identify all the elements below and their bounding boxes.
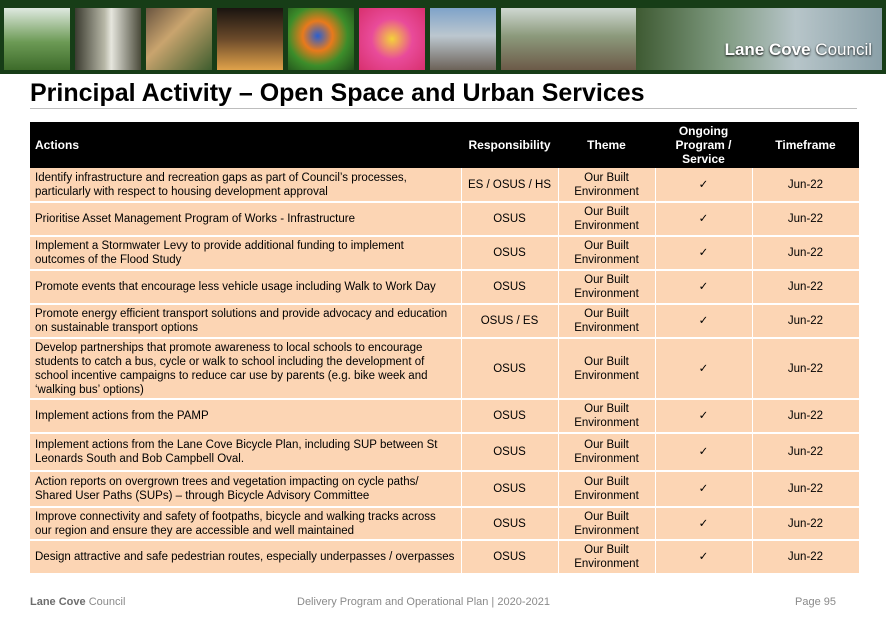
responsibility-cell: OSUS <box>461 540 558 574</box>
table-row <box>30 202 859 236</box>
action-cell: Identify infrastructure and recreation gaps as part of Council’s processes, particularly with respect to housing development approval <box>30 168 461 202</box>
table-header-row <box>30 122 859 168</box>
table-row <box>30 168 859 202</box>
theme-cell: Our Built Environment <box>558 540 655 574</box>
council-logo: Lane Cove Council <box>724 40 872 59</box>
theme-cell: Our Built Environment <box>558 236 655 270</box>
timeframe-cell: Jun-22 <box>752 471 859 507</box>
footer-page-number: Page 95 <box>795 596 836 608</box>
photo-performer-icon <box>359 8 425 70</box>
action-cell: Prioritise Asset Management Program of Works - Infrastructure <box>30 202 461 236</box>
action-cell: Implement actions from the Lane Cove Bicycle Plan, including SUP between St Leonards South and Bob Campbell Oval. <box>30 433 461 471</box>
responsibility-cell: OSUS / ES <box>461 304 558 338</box>
photo-building-icon <box>430 8 496 70</box>
responsibility-cell: ES / OSUS / HS <box>461 168 558 202</box>
timeframe-cell: Jun-22 <box>752 270 859 304</box>
ongoing-check-icon: ✓ <box>655 433 752 471</box>
photo-dancers-icon <box>146 8 212 70</box>
ongoing-check-icon: ✓ <box>655 338 752 399</box>
ongoing-check-icon: ✓ <box>655 399 752 433</box>
theme-cell: Our Built Environment <box>558 168 655 202</box>
ongoing-check-icon: ✓ <box>655 540 752 574</box>
action-cell: Promote energy efficient transport solutions and provide advocacy and education on sustainable transport options <box>30 304 461 338</box>
timeframe-cell: Jun-22 <box>752 304 859 338</box>
table-row <box>30 540 859 574</box>
table-row <box>30 270 859 304</box>
ongoing-check-icon: ✓ <box>655 471 752 507</box>
responsibility-cell: OSUS <box>461 338 558 399</box>
theme-cell: Our Built Environment <box>558 507 655 540</box>
theme-cell: Our Built Environment <box>558 471 655 507</box>
action-cell: Implement a Stormwater Levy to provide additional funding to implement outcomes of the Flood Study <box>30 236 461 270</box>
table-row <box>30 471 859 507</box>
responsibility-cell: OSUS <box>461 471 558 507</box>
responsibility-cell: OSUS <box>461 270 558 304</box>
ongoing-check-icon: ✓ <box>655 168 752 202</box>
header-actions: Actions <box>30 122 461 168</box>
table-row <box>30 236 859 270</box>
timeframe-cell: Jun-22 <box>752 399 859 433</box>
timeframe-cell: Jun-22 <box>752 168 859 202</box>
table-row <box>30 433 859 471</box>
header-banner <box>0 0 886 74</box>
timeframe-cell: Jun-22 <box>752 540 859 574</box>
action-cell: Improve connectivity and safety of footpaths, bicycle and walking tracks across our region and ensure they are accessible and well maintained <box>30 507 461 540</box>
responsibility-cell: OSUS <box>461 507 558 540</box>
photo-lorikeet-icon <box>288 8 354 70</box>
footer-org: Lane Cove Council <box>30 596 126 608</box>
theme-cell: Our Built Environment <box>558 399 655 433</box>
theme-cell: Our Built Environment <box>558 304 655 338</box>
timeframe-cell: Jun-22 <box>752 202 859 236</box>
responsibility-cell: OSUS <box>461 399 558 433</box>
header-responsibility: Responsibility <box>461 122 558 168</box>
action-cell: Promote events that encourage less vehicle usage including Walk to Work Day <box>30 270 461 304</box>
header-timeframe: Timeframe <box>752 122 859 168</box>
table-row <box>30 507 859 540</box>
title-divider <box>30 108 857 109</box>
photo-plaza-icon <box>501 8 636 70</box>
ongoing-check-icon: ✓ <box>655 270 752 304</box>
action-cell: Action reports on overgrown trees and vegetation impacting on cycle paths/ Shared User Paths (SUPs) – through Bicycle Advisory Committee <box>30 471 461 507</box>
action-cell: Design attractive and safe pedestrian routes, especially underpasses / overpasses <box>30 540 461 574</box>
ongoing-check-icon: ✓ <box>655 304 752 338</box>
table-row <box>30 304 859 338</box>
theme-cell: Our Built Environment <box>558 202 655 236</box>
timeframe-cell: Jun-22 <box>752 338 859 399</box>
theme-cell: Our Built Environment <box>558 338 655 399</box>
header-theme: Theme <box>558 122 655 168</box>
responsibility-cell: OSUS <box>461 202 558 236</box>
action-cell: Implement actions from the PAMP <box>30 399 461 433</box>
timeframe-cell: Jun-22 <box>752 433 859 471</box>
photo-market-night-icon <box>217 8 283 70</box>
timeframe-cell: Jun-22 <box>752 507 859 540</box>
activity-table <box>30 122 860 575</box>
responsibility-cell: OSUS <box>461 236 558 270</box>
action-cell: Develop partnerships that promote awareness to local schools to encourage students to catch a bus, cycle or walk to school including the development of school incentive campaigns to reduce car use by parents (e.g. bike week and ‘walking bus’ options) <box>30 338 461 399</box>
ongoing-check-icon: ✓ <box>655 236 752 270</box>
photo-harbour-icon <box>636 8 882 70</box>
theme-cell: Our Built Environment <box>558 433 655 471</box>
ongoing-check-icon: ✓ <box>655 202 752 236</box>
table-row <box>30 399 859 433</box>
header-ongoing: Ongoing Program / Service <box>655 122 752 168</box>
theme-cell: Our Built Environment <box>558 270 655 304</box>
table-row <box>30 338 859 399</box>
page-title: Principal Activity – Open Space and Urban Services <box>30 79 645 107</box>
footer-doc-title: Delivery Program and Operational Plan | 2020-2021 <box>297 596 550 608</box>
photo-park-icon <box>4 8 70 70</box>
ongoing-check-icon: ✓ <box>655 507 752 540</box>
photo-waterfall-icon <box>75 8 141 70</box>
timeframe-cell: Jun-22 <box>752 236 859 270</box>
responsibility-cell: OSUS <box>461 433 558 471</box>
